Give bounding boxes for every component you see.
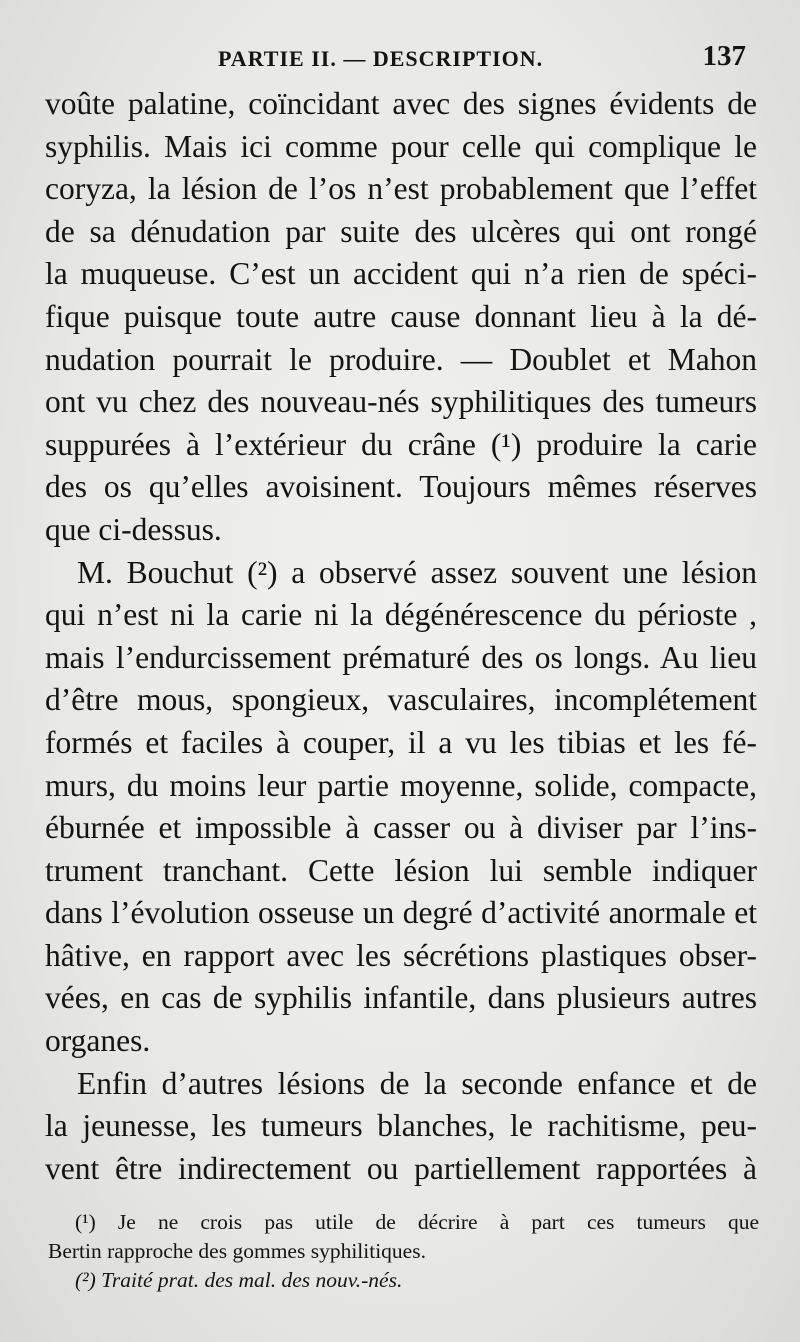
page-number: 137 [702,40,746,72]
page-header [0,40,800,80]
text-line: d’être mous, spongieux, vasculaires, incomplétement [45,682,757,718]
text-line: mais l’endurcissement prématuré des os longs. Au lieu [45,639,757,675]
text-line: suppurées à l’extérieur du crâne (¹) produire la carie [45,426,757,462]
text-line: hâtive, en rapport avec les sécrétions plastiques obser- [45,937,757,973]
text-line: que ci-dessus. [45,511,222,547]
text-line: dans l’évolution osseuse un degré d’activité anormale et [45,895,757,931]
text-line: murs, du moins leur partie moyenne, solide, compacte, [45,767,757,803]
text-line: la muqueuse. C’est un accident qui n’a rien de spéci- [45,256,757,292]
text-line: Enfin d’autres lésions de la seconde enfance et de [77,1065,757,1101]
text-line: organes. [45,1023,151,1059]
text-line: coryza, la lésion de l’os n’est probablement que l’effet [45,171,757,207]
body-text [45,83,757,1190]
text-line: de sa dénudation par suite des ulcères qui ont rongé [45,213,757,249]
running-head: PARTIE II. — DESCRIPTION. [218,46,544,71]
text-line: formés et faciles à couper, il a vu les tibias et les fé- [45,724,757,760]
text-line: vées, en cas de syphilis infantile, dans plusieurs autres [45,980,757,1016]
text-line: des os qu’elles avoisinent. Toujours mêmes réserves [45,469,757,505]
text-line: éburnée et impossible à casser ou à diviser par l’ins- [45,810,757,846]
text-line: voûte palatine, coïncidant avec des signes évidents de [45,86,757,121]
text-line: vent être indirectement ou partiellement rapportées à [45,1150,757,1186]
text-line: nudation pourrait le produire. — Doublet et Mahon [45,341,757,377]
footnotes [48,1208,759,1295]
text-line: qui n’est ni la carie ni la dégénérescence du périoste , [45,597,757,633]
text-line: M. Bouchut (²) a observé assez souvent une lésion [77,554,757,590]
text-line: trument tranchant. Cette lésion lui semble indiquer [45,852,757,888]
text-line: ont vu chez des nouveau-nés syphilitiques des tumeurs [45,384,757,420]
text-line: syphilis. Mais ici comme pour celle qui complique le [45,128,757,164]
footnote-line: Bertin rapproche des gommes syphilitiques. [48,1239,426,1263]
footnote-line: (¹) Je ne crois pas utile de décrire à part ces tumeurs que [75,1210,759,1234]
text-line: fique puisque toute autre cause donnant lieu à la dé- [45,298,757,334]
footnote-line: (²) Traité prat. des mal. des nouv.-nés. [75,1268,403,1292]
text-line: la jeunesse, les tumeurs blanches, le rachitisme, peu- [45,1108,757,1144]
